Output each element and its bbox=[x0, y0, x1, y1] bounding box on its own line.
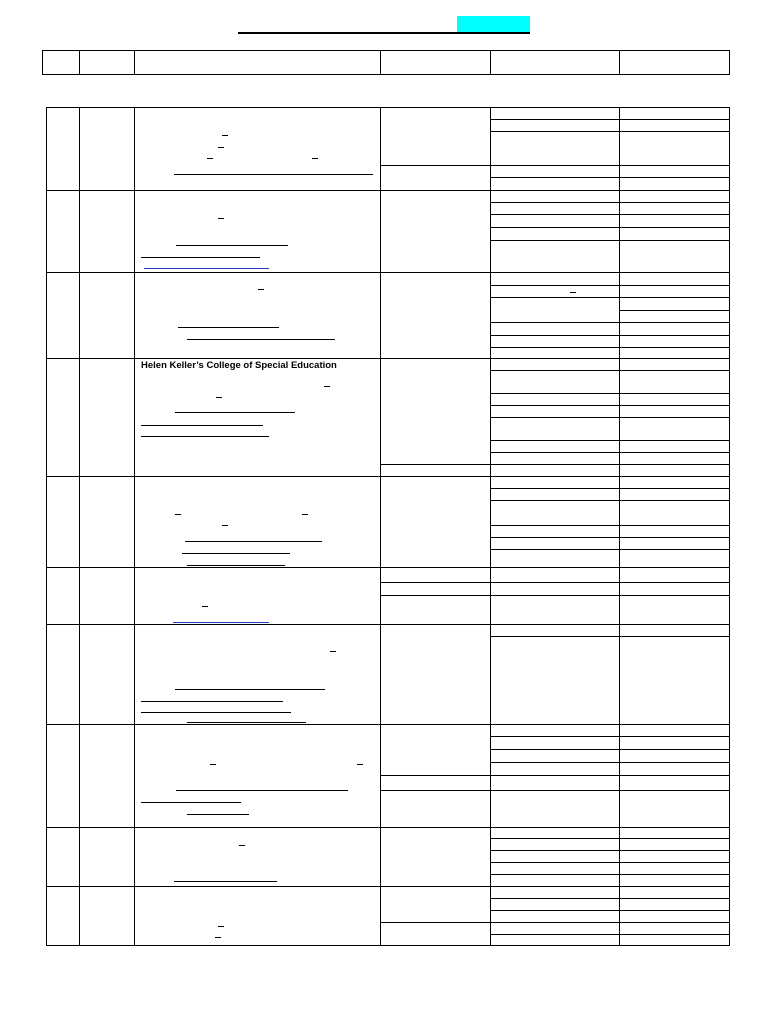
subrow-line bbox=[490, 405, 730, 406]
subrow-line bbox=[490, 736, 730, 737]
row-separator bbox=[46, 886, 730, 887]
subrow-line bbox=[619, 310, 730, 311]
subrow-line bbox=[380, 790, 490, 791]
subrow-line bbox=[490, 370, 730, 371]
header-table bbox=[42, 50, 730, 75]
row-separator bbox=[46, 724, 730, 725]
text-fragment bbox=[258, 289, 264, 290]
hyperlink-underline[interactable] bbox=[144, 268, 269, 269]
subrow-line bbox=[490, 775, 730, 776]
underline-text bbox=[187, 722, 306, 723]
title-highlight bbox=[457, 16, 530, 32]
header-col-divider bbox=[490, 50, 491, 75]
underline-text bbox=[176, 245, 288, 246]
subrow-line bbox=[490, 549, 730, 550]
subrow-line bbox=[490, 285, 730, 286]
underline-text bbox=[175, 412, 295, 413]
subrow-line bbox=[380, 595, 490, 596]
text-fragment bbox=[222, 135, 228, 136]
subrow-line bbox=[490, 393, 730, 394]
main-col-divider bbox=[134, 107, 135, 946]
institution-heading: Helen Keller’s College of Special Education bbox=[141, 360, 337, 371]
text-fragment bbox=[222, 525, 228, 526]
subrow-line bbox=[490, 240, 730, 241]
text-fragment bbox=[324, 386, 330, 387]
subrow-line bbox=[490, 214, 730, 215]
subrow-line bbox=[490, 934, 730, 935]
text-fragment bbox=[312, 158, 318, 159]
underline-text bbox=[174, 174, 373, 175]
subrow-line bbox=[490, 464, 730, 465]
subrow-line bbox=[490, 488, 730, 489]
subrow-line bbox=[490, 131, 730, 132]
text-fragment bbox=[302, 514, 308, 515]
row-separator bbox=[46, 476, 730, 477]
underline-text bbox=[174, 881, 277, 882]
underline-text bbox=[182, 553, 290, 554]
subrow-line bbox=[490, 417, 730, 418]
subrow-line bbox=[490, 790, 730, 791]
subrow-line bbox=[380, 582, 490, 583]
text-fragment bbox=[218, 147, 224, 148]
subrow-line bbox=[490, 525, 730, 526]
subrow-line bbox=[490, 874, 730, 875]
header-col-divider bbox=[79, 50, 80, 75]
subrow-line bbox=[490, 202, 730, 203]
subrow-line bbox=[490, 537, 730, 538]
header-col-divider bbox=[134, 50, 135, 75]
text-fragment bbox=[216, 397, 222, 398]
subrow-line bbox=[490, 850, 730, 851]
main-col-divider bbox=[380, 107, 381, 946]
text-fragment bbox=[175, 514, 181, 515]
text-fragment bbox=[218, 218, 224, 219]
subrow-line bbox=[380, 775, 490, 776]
subrow-line bbox=[490, 500, 730, 501]
text-fragment bbox=[215, 937, 221, 938]
subrow-line bbox=[490, 119, 730, 120]
underline-text bbox=[141, 436, 269, 437]
main-col-divider bbox=[619, 107, 620, 946]
underline-text bbox=[185, 541, 322, 542]
subrow-line bbox=[490, 335, 730, 336]
underline-text bbox=[141, 701, 283, 702]
text-fragment bbox=[210, 764, 216, 765]
text-fragment bbox=[357, 764, 363, 765]
subrow-line bbox=[490, 322, 730, 323]
subrow-line bbox=[490, 297, 730, 298]
subrow-line bbox=[490, 177, 730, 178]
underline-text bbox=[141, 712, 291, 713]
text-fragment bbox=[218, 926, 224, 927]
text-fragment bbox=[570, 292, 576, 293]
header-col-divider bbox=[380, 50, 381, 75]
subrow-line bbox=[490, 165, 730, 166]
subrow-line bbox=[490, 910, 730, 911]
subrow-line bbox=[490, 440, 730, 441]
subrow-line bbox=[490, 582, 730, 583]
subrow-line bbox=[490, 762, 730, 763]
subrow-line bbox=[490, 227, 730, 228]
subrow-line bbox=[490, 862, 730, 863]
subrow-line bbox=[490, 636, 730, 637]
subrow-line bbox=[490, 922, 730, 923]
header-col-divider bbox=[619, 50, 620, 75]
row-separator bbox=[46, 624, 730, 625]
row-separator bbox=[46, 272, 730, 273]
underline-text bbox=[178, 327, 279, 328]
main-col-divider bbox=[490, 107, 491, 946]
underline-text bbox=[187, 339, 335, 340]
underline-text bbox=[141, 257, 260, 258]
underline-text bbox=[187, 814, 249, 815]
underline-text bbox=[175, 689, 325, 690]
hyperlink-underline[interactable] bbox=[173, 622, 269, 623]
subrow-line bbox=[380, 464, 490, 465]
text-fragment bbox=[207, 158, 213, 159]
row-separator bbox=[46, 567, 730, 568]
row-separator bbox=[46, 827, 730, 828]
subrow-line bbox=[490, 452, 730, 453]
text-fragment bbox=[330, 651, 336, 652]
main-col-divider bbox=[79, 107, 80, 946]
row-separator bbox=[46, 190, 730, 191]
text-fragment bbox=[239, 845, 245, 846]
subrow-line bbox=[490, 898, 730, 899]
row-separator bbox=[46, 358, 730, 359]
main-table bbox=[46, 107, 730, 946]
subrow-line bbox=[490, 595, 730, 596]
underline-text bbox=[141, 425, 263, 426]
subrow-line bbox=[490, 749, 730, 750]
subrow-line bbox=[490, 838, 730, 839]
text-fragment bbox=[202, 606, 208, 607]
subrow-line bbox=[380, 922, 490, 923]
subrow-line bbox=[490, 347, 730, 348]
title-underline bbox=[238, 32, 530, 34]
underline-text bbox=[176, 790, 348, 791]
underline-text bbox=[141, 802, 241, 803]
subrow-line bbox=[380, 165, 490, 166]
underline-text bbox=[187, 565, 285, 566]
